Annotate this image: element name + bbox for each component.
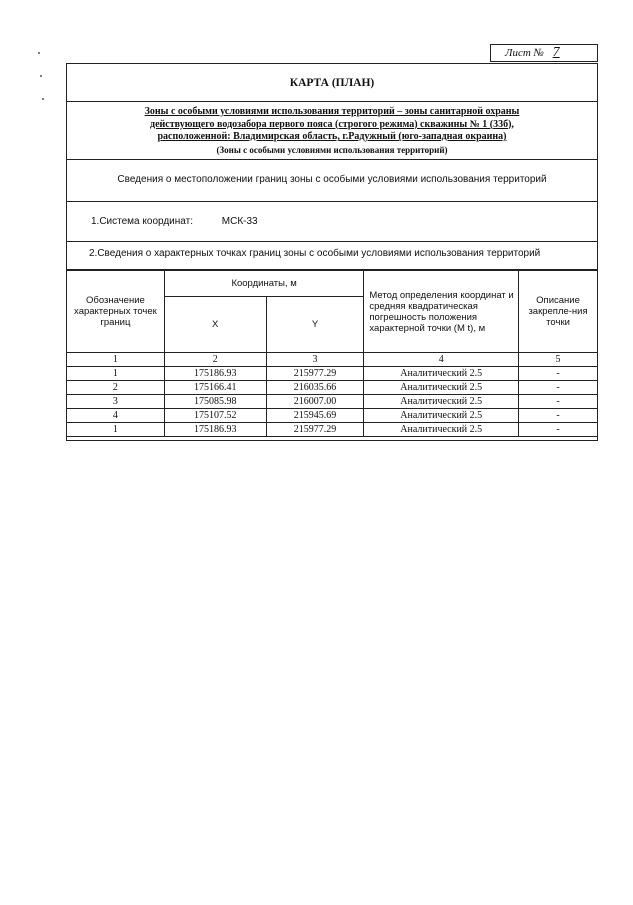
location-heading: Сведения о местоположении границ зоны с особыми условиями использования территорий — [67, 160, 597, 202]
point-y: 215945.69 — [266, 409, 364, 423]
point-y: 215977.29 — [266, 423, 364, 437]
point-x: 175186.93 — [164, 423, 266, 437]
point-y: 216007.00 — [266, 395, 364, 409]
header-coordinates: Координаты, м — [164, 271, 364, 297]
header-x: X — [164, 297, 266, 353]
point-method: Аналитический 2.5 — [364, 367, 519, 381]
coordinate-system-value: МСК-33 — [221, 216, 258, 227]
sheet-number: 7 — [552, 45, 560, 60]
zone-description — [67, 102, 597, 160]
point-description: - — [519, 395, 598, 409]
point-method: Аналитический 2.5 — [364, 409, 519, 423]
scan-dot — [42, 98, 44, 100]
points-table — [66, 270, 598, 437]
point-method: Аналитический 2.5 — [364, 381, 519, 395]
zone-line-3: расположенной: Владимирская область, г.Радужный (юго-западная окраина) — [157, 131, 507, 142]
document-title: КАРТА (ПЛАН) — [67, 64, 597, 102]
scan-dot — [38, 52, 40, 54]
column-number-row — [67, 353, 598, 367]
point-y: 216035.66 — [266, 381, 364, 395]
zone-line-1: Зоны с особыми условиями использования территорий – зоны санитарной охраны — [144, 106, 520, 117]
column-number: 3 — [266, 353, 364, 367]
point-method: Аналитический 2.5 — [364, 423, 519, 437]
point-id: 4 — [67, 409, 165, 423]
table-row — [67, 395, 598, 409]
point-x: 175166.41 — [164, 381, 266, 395]
header-designation: Обозначение характерных точек границ — [67, 271, 165, 353]
zone-subtitle: (Зоны с особыми условиями использования территорий) — [216, 144, 448, 155]
point-x: 175085.98 — [164, 395, 266, 409]
header-description: Описание закрепле-ния точки — [519, 271, 598, 353]
point-id: 2 — [67, 381, 165, 395]
document-frame — [66, 63, 598, 441]
point-id: 1 — [67, 423, 165, 437]
coordinate-system-label: 1.Система координат: — [91, 216, 193, 227]
header-y: Y — [266, 297, 364, 353]
column-number: 1 — [67, 353, 165, 367]
table-row — [67, 409, 598, 423]
point-id: 1 — [67, 367, 165, 381]
header-method: Метод определения координат и средняя квадратическая погрешность положения характерной точки (M t), м — [364, 271, 519, 353]
sheet-label: Лист № — [505, 47, 544, 59]
table-row — [67, 423, 598, 437]
sheet-number-box — [490, 44, 598, 62]
points-heading: 2.Сведения о характерных точках границ зоны с особыми условиями использования территорий — [67, 242, 597, 270]
table-row — [67, 381, 598, 395]
scan-dot — [40, 75, 42, 77]
point-description: - — [519, 381, 598, 395]
point-method: Аналитический 2.5 — [364, 395, 519, 409]
point-description: - — [519, 367, 598, 381]
column-number: 4 — [364, 353, 519, 367]
coordinate-system — [67, 202, 597, 242]
column-number: 5 — [519, 353, 598, 367]
point-x: 175107.52 — [164, 409, 266, 423]
point-y: 215977.29 — [266, 367, 364, 381]
point-x: 175186.93 — [164, 367, 266, 381]
column-number: 2 — [164, 353, 266, 367]
point-description: - — [519, 409, 598, 423]
point-id: 3 — [67, 395, 165, 409]
zone-line-2: действующего водозабора первого пояса (строгого режима) скважины № 1 (33б), — [150, 118, 514, 130]
table-row — [67, 367, 598, 381]
point-description: - — [519, 423, 598, 437]
